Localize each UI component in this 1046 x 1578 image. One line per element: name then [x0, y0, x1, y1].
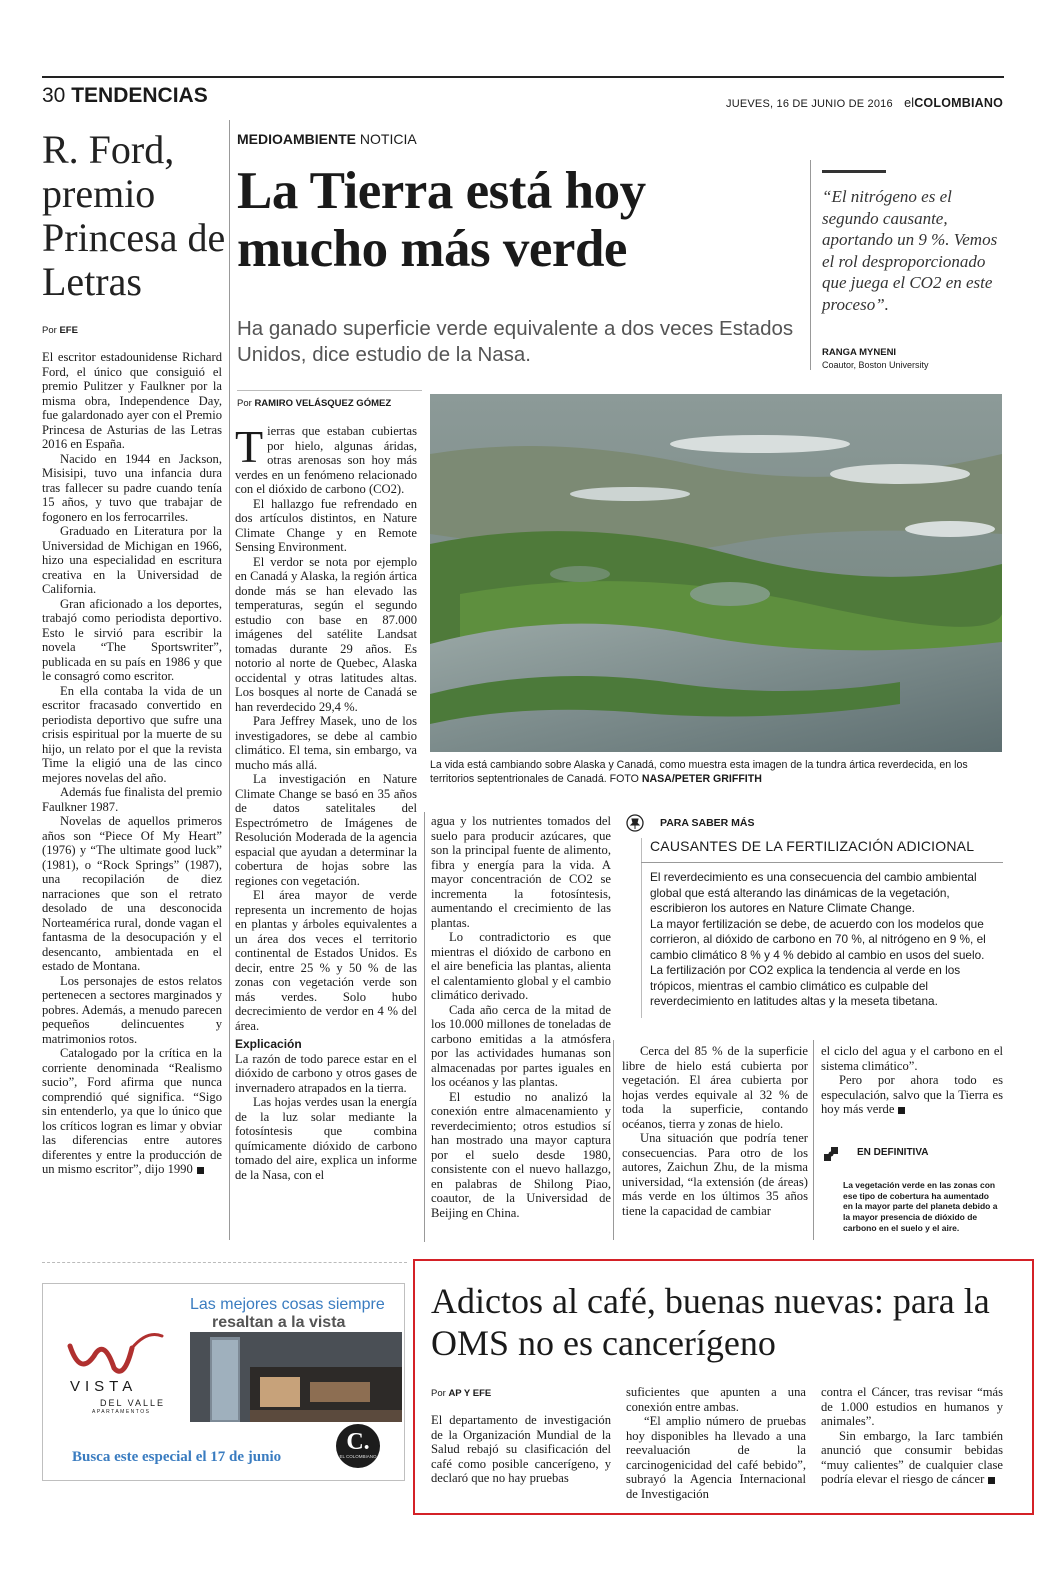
ford-story-title: R. Ford, premio Princesa de Letras [42, 127, 226, 304]
paragraph: La razón de todo parece estar en el dióxido de carbono y otros gases de invernadero atrapados en la tierra. [235, 1051, 417, 1095]
info-box-title: CAUSANTES DE LA FERTILIZACIÓN ADICIONAL [650, 838, 975, 854]
ad-logo-subtitle: DEL VALLE [100, 1398, 166, 1408]
dateline [726, 96, 1003, 110]
paragraph: suficientes que apunten a una conexión entre ambas. [626, 1385, 806, 1414]
pull-quote: “El nitrógeno es el segundo causante, aportando un 9 %. Vemos el rol desproporcionado que juega el CO2 en este proceso”. [822, 187, 998, 314]
summary-kicker: EN DEFINITIVA [857, 1147, 929, 1158]
end-mark-icon [898, 1107, 905, 1114]
main-story-column-4 [821, 1044, 1003, 1117]
column-divider [810, 160, 811, 370]
paragraph: El reverdecimiento es una consecuencia del cambio ambiental global que está alterando las dinámicas de la vegetación, escribieron los autores en Nature Climate Change. [650, 870, 977, 915]
tundra-photo [430, 394, 1002, 752]
paragraph: El hallazgo fue refrendado en dos artículos distintos, en Nature Climate Change y en Remote Sensing Environment. [235, 496, 417, 554]
paragraph: Una situación que podría tener consecuencias. Para otro de los autores, Zaichun Zhu, de la misma universidad, “la extensión (de áreas) más verde en los últimos 35 años tiene la capacidad de cambiar [622, 1131, 808, 1218]
main-story-column-2 [431, 814, 611, 1220]
paragraph: Lo contradictorio es que mientras el dióxido de carbono en el aire beneficia las plantas, alienta el calentamiento global y el cambio climático derivado. [431, 930, 611, 1002]
ad-tagline: Las mejores cosas siempre [190, 1296, 385, 1313]
vista-del-valle-logo-icon [62, 1328, 172, 1378]
paragraph: El departamento de investigación de la Organización Mundial de la Salud rebajó su clasificación del café como posible cancerígeno, y declaró que no hay pruebas [431, 1413, 611, 1485]
paragraph: Novelas de aquellos primeros años son “Piece Of My Heart” (1976) y “The ultimate good luck” (1981), o “Rock Springs” (1987), una recopilación de diez narraciones que son el retrato desolado de una desconocida Norteamérica rural, donde vagan el fantasma de la desocupación y el desencanto, ambientada en el estado de Montana. [42, 814, 222, 973]
main-story-kicker: MEDIOAMBIENTE NOTICIA [237, 131, 417, 147]
subhead: Explicación [235, 1037, 302, 1051]
paragraph: El estudio no analizó la conexión entre almacenamiento y reverdecimiento; otros estudios sí han mostrado una mayor captura por el suelo desde 1980, consistente con el nuevo hallazgo, en palabras de Shilong Piao, coautor, de la Universidad de Beijing en China. [431, 1089, 611, 1220]
paragraph: “El amplio número de pruebas hoy disponibles ha llevado a una reevaluación de la carcinogenicidad del café bebido”, subrayó la Agencia Internacional de Investigación [626, 1414, 806, 1501]
info-box-rule [641, 838, 642, 1018]
drop-cap: T [235, 421, 264, 472]
paragraph: El verdor se nota por ejemplo en Canadá y Alaska, la región ártica donde más se han elevado las temperaturas, según el segundo estudio con base en 87.000 imágenes del satélite Landsat tomadas durante 29 años. Es notorio al norte de Quebec, Alaska occidental y otras latitudes altas. Los bosques al norte de Canadá se han reverdecido 29,4 %. [235, 554, 417, 714]
paragraph: Gran aficionado a los deportes, trabajó como periodista deportivo. Esto le sirvió para escribir la novela “The Sportswriter”, publicada en su país en 1986 y que le consagró como escritor. [42, 596, 222, 683]
coffee-story-byline: Por AP Y EFE [431, 1388, 492, 1399]
info-box-kicker: PARA SABER MÁS [660, 817, 755, 829]
main-story-headline: La Tierra está hoy mucho más verde [237, 162, 646, 278]
main-story-column-3 [622, 1044, 808, 1218]
paragraph: Las hojas verdes usan la energía de la luz solar mediante la fotosíntesis que combina químicamente dióxido de carbono tomado del aire, explica un informe de la Nasa, con el [235, 1095, 417, 1182]
paragraph: El área mayor de verde representa un incremento de hojas en plantas y árboles equivalentes a un área dos veces el territorio continental de Estados Unidos. Es decir, entre 25 % y 50 % de las zonas con vegetación verde son más verdes. Solo hubo decrecimiento de verdor en 4 % del área. [235, 888, 417, 1033]
column-divider [229, 120, 230, 1240]
section-header [42, 84, 208, 108]
paragraph-last: Catalogado por la crítica en la corriente denominada “Realismo sucio”, Ford afirma que nunca comprendió qué significa. “Sigo sin entenderlo, ya que lo único que los críticos logran es limar y obviar las diferencias entre autores diferentes y entre la producción de un mismo escritor”, dijo 1990 [42, 1046, 222, 1176]
info-box-divider [641, 862, 1003, 863]
main-story-column-1 [235, 421, 417, 1182]
section-name: TENDENCIAS [71, 84, 208, 107]
ad-logo-name: VISTA [70, 1378, 138, 1395]
paragraph: En ella contaba la vida de un escritor fracasado convertido en periodista deportivo que sufre una crisis espiritual por la muerte de su hijo, un relato por el que la revista Time la eligió una de las cinco mejores novelas del año. [42, 683, 222, 785]
paragraph: Cada año cerca de la mitad de los 10.000 millones de toneladas de carbono emitidas a la atmósfera por las actividades humanas son almacenadas por partes iguales en los océanos y las plantas. [431, 1002, 611, 1089]
paragraph: Para Jeffrey Masek, uno de los investigadores, se debe al cambio climático. El tema, sin embargo, va mucho más allá. [235, 714, 417, 772]
paragraph: El escritor estadounidense Richard Ford, el único que consiguió el premio Pulitzer y Faulkner por la misma obra, Independence Day, fue galardonado ayer con el Premio Princesa de Asturias de las Letras 2016 en España. [42, 350, 222, 451]
paragraph: La mayor fertilización se debe, de acuerdo con los modelos que corrieron, al dióxido de carbono en 70 %, al nitrógeno en 9 %, el cambio climático 8 % y 4 % debido al cambio en usos del suelo. [650, 916, 986, 962]
photo-credit: NASA/PETER GRIFFITH [641, 773, 762, 785]
paragraph: Además fue finalista del premio Faulkner 1987. [42, 785, 222, 814]
checker-icon [824, 1146, 838, 1160]
ad-call-to-action: Busca este especial el 17 de junio [72, 1449, 282, 1465]
end-mark-icon [197, 1167, 204, 1174]
paragraph-last: Pero por ahora todo es especulación, salvo que la Tierra es hoy más verde [821, 1073, 1003, 1116]
paragraph: Cerca del 85 % de la superficie libre de hielo está cubierta por vegetación. El área cubierta por hojas verdes equivale al 32 % de toda la superficie, contando océanos, tierra y zonas de hielo. [622, 1044, 808, 1131]
coffee-story-column-3 [821, 1385, 1003, 1487]
page-number: 30 [42, 84, 66, 107]
paragraph-last: Sin embargo, la Iarc también anunció que consumir bebidas “muy calientes” de cualquier clase podría elevar el riesgo de cáncer [821, 1428, 1003, 1486]
ad-logo-small-text: APARTAMENTOS [92, 1409, 151, 1415]
tundra-landscape-image [430, 394, 1002, 752]
paragraph: Nacido en 1944 en Jackson, Misisipi, tuvo una infancia dura tras fallecer su padre cuando tenía 15 años, y tuvo que trabajar de fogonero en los ferrocarriles. [42, 451, 222, 524]
el-colombiano-badge-icon: C. EL COLOMBIANO [336, 1424, 380, 1468]
column-divider [613, 1040, 614, 1240]
coffee-story-headline: Adictos al café, buenas nuevas: para la OMS no es cancerígeno [431, 1281, 990, 1363]
paragraph: agua y los nutrientes tomados del suelo para producir azúcares, que son la principal fuente de alimento, fibra y energía para la vida. A mayor concentración de CO2 se incrementa la fotosíntesis, aumentando el crecimiento de las plantas. [431, 814, 611, 930]
ad-tagline-bold: resaltan a la vista [212, 1314, 346, 1331]
ad-building-image [190, 1332, 402, 1422]
paragraph: La investigación en Nature Climate Change se basó en 35 años de datos satelitales del Espectrómetro de Imágenes de Resolución Moderada de la agencia espacial que ayudan a determinar la cobertura de hojas sobre las regiones con vegetación. [235, 772, 417, 888]
ford-story-byline: Por EFE [42, 325, 78, 336]
quote-author: RANGA MYNENI [822, 347, 897, 358]
paragraph: Tierras que estaban cubiertas por hielo, algunas áridas, otras arenosas son hoy más verdes en un fenómeno relacionado con el dióxido de carbono (CO2). [235, 421, 417, 496]
column-divider [424, 812, 425, 1242]
paragraph: Graduado en Literatura por la Universidad de Michigan en 1966, hizo una especialidad en escritura creativa en la Universidad de California. [42, 524, 222, 596]
byline-rule [237, 390, 422, 391]
ford-story-body [42, 350, 222, 1177]
ad-separator [42, 1262, 407, 1263]
paragraph: La fertilización por CO2 explica la tendencia al verde en los trópicos, mientras el cambio climático es culpable del reverdecimiento en latitudes altas y la meseta tibetana. [650, 963, 961, 1008]
main-story-subtitle: Ha ganado superficie verde equivalente a dos veces Estados Unidos, dice estudio de la Nasa. [237, 317, 794, 366]
paragraph: contra el Cáncer, tras revisar “más de 1.000 estudios en humanos y animales”. [821, 1385, 1003, 1428]
quote-author-role: Coautor, Boston University [822, 360, 929, 370]
paragraph: Los personajes de estos relatos pertenecen a sectores marginados y pobres. Además, a menudo parecen pequeños delincuentes y matrimonios rotos. [42, 973, 222, 1046]
paragraph: el ciclo del agua y el carbono en el sistema climático”. [821, 1044, 1003, 1073]
newspaper-brand: elCOLOMBIANO [904, 96, 1004, 110]
photo-caption: La vida está cambiando sobre Alaska y Canadá, como muestra esta imagen de la tundra ártica reverdecida, en los territorios septentrionales de Canadá. FOTO NASA/PETER GRIFFITH [430, 759, 968, 785]
main-story-byline: Por RAMIRO VELÁSQUEZ GÓMEZ [237, 398, 392, 409]
pushpin-icon [626, 814, 644, 836]
end-mark-icon [988, 1477, 995, 1484]
column-divider [813, 1040, 814, 1240]
issue-date: JUEVES, 16 DE JUNIO DE 2016 [726, 98, 893, 110]
coffee-story-column-2 [626, 1385, 806, 1501]
info-box-body [650, 870, 995, 1010]
coffee-story-column-1 [431, 1413, 611, 1486]
summary-text: La vegetación verde en las zonas con ese tipo de cobertura ha aumentado en la mayor parte del planeta debido a la mayor presencia de dióxido de carbono en el suelo y el aire. [843, 1180, 998, 1233]
quote-bar [822, 170, 886, 173]
top-rule [42, 76, 1004, 78]
